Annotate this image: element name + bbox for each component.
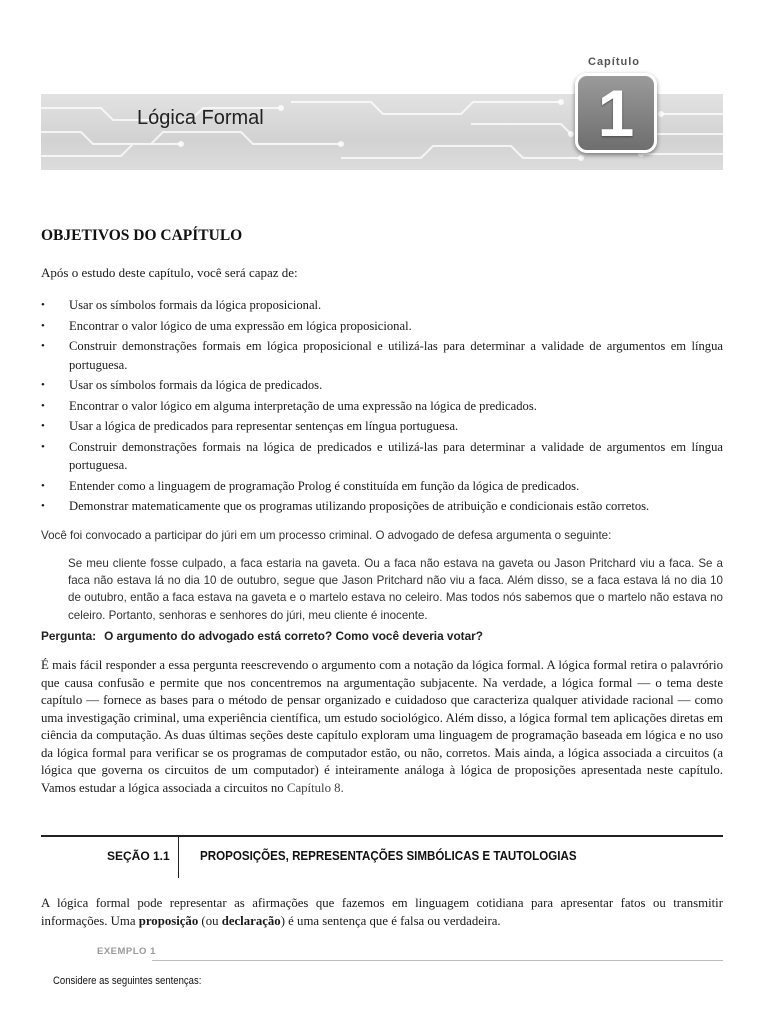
objective-item: • Entender como a linguagem de programação Prolog é constituída em função da lógica de predicados. [41,477,723,496]
question [41,629,483,643]
scenario-intro: Você foi convocado a participar do júri em um processo criminal. O advogado de defesa argumenta o seguinte: [41,529,612,542]
objective-item: • Demonstrar matematicamente que os programas utilizando proposições de atribuição e condicionais estão corretos. [41,497,723,516]
bullet-icon: • [41,440,45,453]
objective-item: • Usar os símbolos formais da lógica de predicados. [41,376,723,395]
example-text: Considere as seguintes sentenças: [53,975,202,987]
objective-item: • Encontrar o valor lógico de uma expressão em lógica proposicional. [41,317,723,336]
objective-item: • Construir demonstrações formais na lógica de predicados e utilizá-las para determinar a validade de argumentos em língua portuguesa. [41,439,723,472]
defense-argument-quote: Se meu cliente fosse culpado, a faca estaria na gaveta. Ou a faca não estava na gaveta ou Jason Pritchard viu a faca. Se a faca não estava lá no dia 10 de outubro, segue que Jason Pritchard não viu a faca. Além disso, se a faca estava lá no dia 10 de outubro, então a faca estava na gaveta e o martelo estava no celeiro. Mas todos nós sabemos que o martelo não estava no celeiro. Portanto, senhoras e senhores do júri, meu cliente é inocente. [68,557,723,622]
bullet-icon: • [41,379,45,391]
bullet-icon: • [41,299,45,311]
section-divider [178,836,179,878]
objectives-list [41,296,723,518]
bullet-icon: • [41,399,45,412]
section-title: PROPOSIÇÕES, REPRESENTAÇÕES SIMBÓLICAS E TAUTOLOGIAS [200,849,577,863]
question-label: Pergunta: [41,629,97,643]
section-paragraph: A lógica formal pode representar as afirmações que fazemos em linguagem cotidiana para apresentar fatos ou transmitir informações. Uma proposição (ou declaração) é uma sentença que é falsa ou verdadeira. [41,896,723,928]
bullet-icon: • [41,500,45,512]
chapter-number: 1 [597,76,635,150]
example-rule [152,960,723,961]
objective-item: • Encontrar o valor lógico em alguma interpretação de uma expressão na lógica de predicados. [41,397,723,416]
chapter-title: Lógica Formal [137,107,264,129]
chapter-label: Capítulo [588,56,640,68]
objective-item: • Usar a lógica de predicados para representar sentenças em língua portuguesa. [41,417,723,436]
objective-item: • Usar os símbolos formais da lógica proposicional. [41,296,723,315]
bullet-icon: • [41,319,45,332]
section-label: SEÇÃO 1.1 [107,849,170,863]
bullet-icon: • [41,479,45,492]
question-text: O argumento do advogado está correto? Como você deveria votar? [104,629,483,643]
objectives-heading: OBJETIVOS DO CAPÍTULO [41,227,243,244]
bullet-icon: • [41,340,45,352]
example-label: EXEMPLO 1 [97,946,156,957]
bullet-icon: • [41,420,45,432]
term-declaracao: declaração [221,914,281,928]
chapter-reference: Capítulo 8. [286,780,344,795]
section-rule [41,835,723,837]
objective-item: • Construir demonstrações formais em lógica proposicional e utilizá-las para determinar a validade de argumentos em língua portuguesa. [41,339,723,372]
chapter-number-badge [575,73,657,153]
body-paragraph: É mais fácil responder a essa pergunta reescrevendo o argumento com a notação da lógica formal. A lógica formal retira o palavrório que causa confusão e permite que nos concentremos na argumentação subjacente. Na verdade, a lógica formal — o tema deste capítulo — fornece as bases para o método de pensar organizado e cuidadoso que caracteriza qualquer atividade racional — como uma investigação criminal, uma experiência científica, um estudo sociológico. Além disso, a lógica formal tem aplicações diretas em ciência da computação. As duas últimas seções deste capítulo exploram uma linguagem de programação baseada em lógica e no uso da lógica formal para verificar se os programas de computador estão, ou não, corretos. Mais ainda, a lógica associada a circuitos (a lógica que governa os circuitos de um computador) é inteiramente análoga à lógica de proposições apresentada neste capítulo. Vamos estudar a lógica associada a circuitos no Capítulo 8. [41,658,723,795]
term-proposicao: proposição [138,914,199,928]
objectives-intro: Após o estudo deste capítulo, você será capaz de: [41,265,298,280]
